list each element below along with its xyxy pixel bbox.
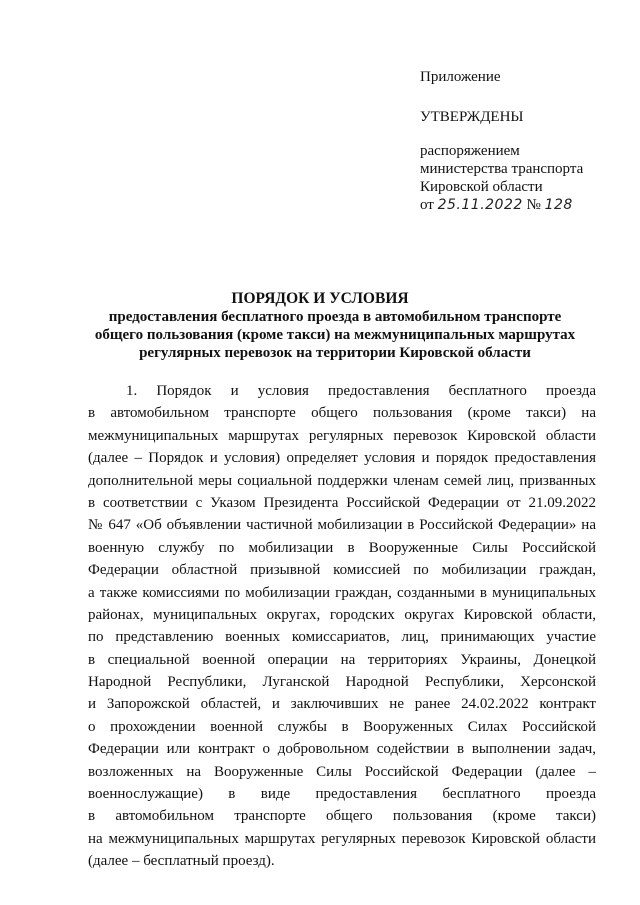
paragraph-line: № 647 «Об объявлении частичной мобилизации в Российской Федерации» на bbox=[88, 517, 596, 534]
paragraph-line: военнослужащие) в виде предоставления бесплатного проезда bbox=[88, 786, 596, 803]
paragraph-line: Народной Республики, Луганской Народной Республики, Херсонской bbox=[88, 674, 596, 691]
paragraph-line: в специальной военной операции на территориях Украины, Донецкой bbox=[88, 651, 596, 668]
appendix-label: Приложение bbox=[420, 69, 501, 85]
paragraph-line: в автомобильном транспорте общего пользования (кроме такси) на bbox=[88, 405, 596, 422]
subtitle-line: регулярных перевозок на территории Кировской области bbox=[139, 345, 531, 361]
paragraph-line: по представлению военных комиссариатов, лиц, принимающих участие bbox=[88, 629, 596, 646]
paragraph-line: (далее – Порядок и условия) определяет условия и порядок предоставления bbox=[88, 450, 596, 467]
number-prefix: № bbox=[526, 197, 541, 213]
paragraph-line: дополнительной меры социальной поддержки членам семей лиц, призванных bbox=[88, 472, 596, 489]
paragraph-line: Федерации или контракт о добровольном содействии в выполнении задач, bbox=[88, 741, 596, 758]
paragraph-line: районах, муниципальных округах, городских округах Кировской области, bbox=[88, 606, 596, 623]
order-line-1: распоряжением bbox=[420, 143, 520, 159]
paragraph-line: о прохождении военной службы в Вооруженных Силах Российской bbox=[88, 718, 596, 735]
paragraph-line: 1. Порядок и условия предоставления бесплатного проезда bbox=[126, 383, 596, 399]
paragraph-1 bbox=[88, 380, 596, 873]
paragraph-line: и Запорожской областей, и заключивших не ранее 24.02.2022 контракт bbox=[88, 696, 596, 713]
handwritten-date: 25.11.2022 bbox=[437, 197, 523, 213]
handwritten-number: 128 bbox=[544, 197, 573, 213]
order-line-2: министерства транспорта bbox=[420, 161, 584, 177]
document-title: ПОРЯДОК И УСЛОВИЯ bbox=[231, 290, 409, 307]
approved-label: УТВЕРЖДЕНЫ bbox=[420, 109, 524, 125]
order-line-3: Кировской области bbox=[420, 179, 543, 195]
approval-block bbox=[420, 68, 620, 214]
paragraph-line: а также комиссиями по мобилизации граждан, созданными в муниципальных bbox=[88, 584, 596, 601]
date-prefix: от bbox=[420, 197, 434, 213]
order-date-line bbox=[420, 196, 620, 214]
subtitle-line: предоставления бесплатного проезда в автомобильном транспорте bbox=[108, 309, 562, 325]
paragraph-line: на межмуниципальных маршрутах регулярных перевозок Кировской области bbox=[88, 830, 596, 847]
paragraph-line: межмуниципальных маршрутах регулярных перевозок Кировской области bbox=[88, 427, 596, 444]
paragraph-line: военную службу по мобилизации в Вооруженные Силы Российской bbox=[88, 539, 596, 556]
paragraph-line: Федерации областной призывной комиссией по мобилизации граждан, bbox=[88, 562, 596, 579]
subtitle-line: общего пользования (кроме такси) на межмуниципальных маршрутах bbox=[94, 327, 576, 343]
paragraph-line: возложенных на Вооруженные Силы Российской Федерации (далее – bbox=[88, 763, 596, 780]
paragraph-line: в автомобильном транспорте общего пользования (кроме такси) bbox=[88, 808, 596, 825]
document-subtitle bbox=[70, 308, 600, 362]
paragraph-line: (далее – бесплатный проезд). bbox=[88, 853, 275, 870]
paragraph-line: в соответствии с Указом Президента Российской Федерации от 21.09.2022 bbox=[88, 494, 596, 511]
